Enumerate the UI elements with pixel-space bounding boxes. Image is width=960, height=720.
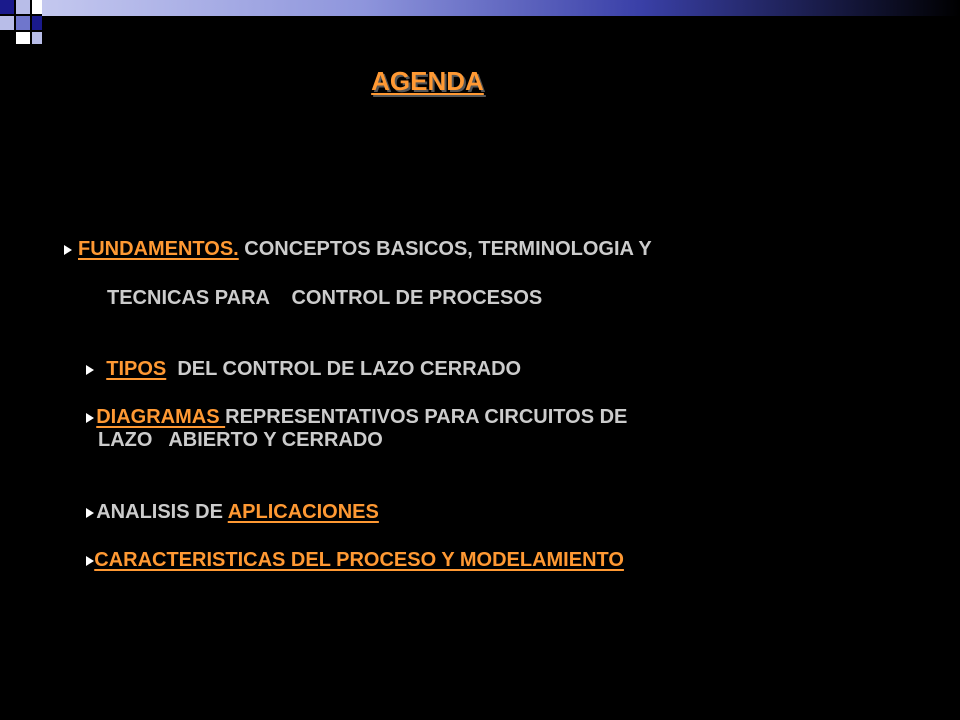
decor-top-bar	[42, 0, 960, 16]
decor-square-light-1	[16, 0, 30, 14]
decor-square-light-2	[0, 16, 14, 30]
arrow-bullet-icon	[86, 413, 94, 423]
agenda-item-text: DEL CONTROL DE LAZO CERRADO	[166, 358, 522, 380]
decor-square-mid-1	[16, 16, 30, 30]
agenda-item-underlined: TIPOS	[106, 358, 167, 380]
agenda-item-continuation: TECNICAS PARA CONTROL DE PROCESOS	[107, 287, 543, 309]
arrow-bullet-icon	[86, 508, 94, 518]
agenda-item-text: ANALISIS DE	[96, 501, 228, 523]
decor-square-white-2	[16, 32, 30, 44]
decor-square-light-3	[32, 32, 42, 44]
decor-square-navy-2	[32, 16, 42, 30]
agenda-item-text: CONCEPTOS BASICOS, TERMINOLOGIA Y	[238, 238, 652, 260]
agenda-item-caracteristicas	[64, 524, 624, 596]
decor-square-navy-1	[0, 0, 14, 14]
slide-title: AGENDA	[371, 66, 484, 96]
agenda-item-continuation: LAZO ABIERTO Y CERRADO	[98, 429, 383, 451]
agenda-item-text: REPRESENTATIVOS PARA CIRCUITOS DE	[225, 406, 628, 428]
agenda-item-underlined: FUNDAMENTOS.	[78, 238, 239, 260]
agenda-item-underlined: APLICACIONES	[227, 501, 379, 523]
agenda-item-underlined: DIAGRAMAS	[96, 406, 226, 428]
arrow-bullet-icon	[86, 365, 94, 375]
decor-square-white-1	[32, 0, 42, 14]
arrow-bullet-icon	[64, 245, 72, 255]
agenda-item-underlined: CARACTERISTICAS DEL PROCESO Y MODELAMIENTO	[94, 549, 624, 571]
agenda-item-fundamentos	[64, 237, 652, 261]
